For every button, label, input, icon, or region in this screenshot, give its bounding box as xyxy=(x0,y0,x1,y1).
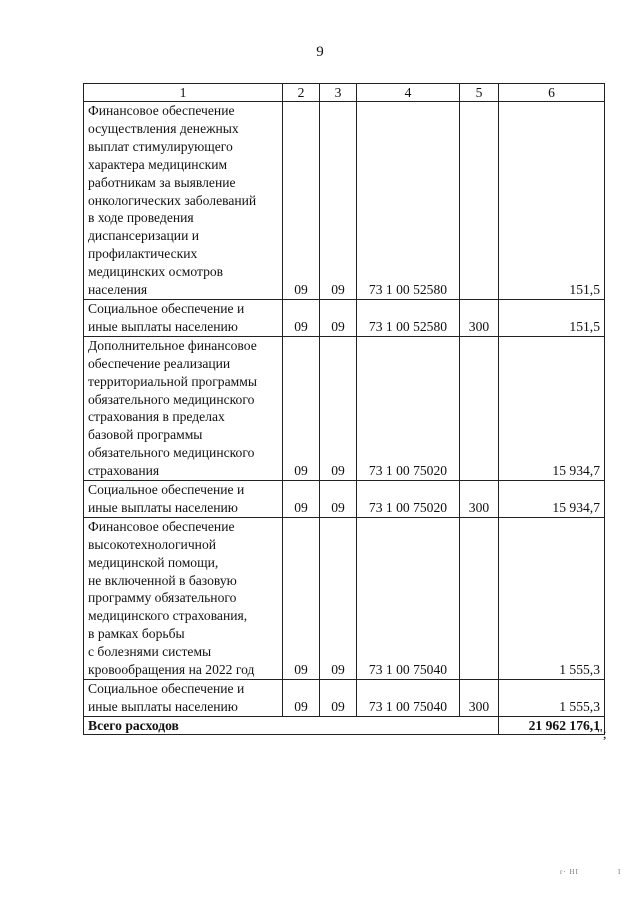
row-amount: 151,5 xyxy=(499,299,605,336)
header-col-3: 3 xyxy=(320,84,357,102)
row-amount: 15 934,7 xyxy=(499,481,605,518)
row-name-text: Финансовое обеспечение осуществления денежных выплат стимулирующего характера медицинским работникам за выявление онкологических заболеваний в ходе проведения диспансеризации и профилактических медицинских осмотров населения xyxy=(88,103,257,298)
row-expense-type: 300 xyxy=(460,680,499,717)
row-name-text: Дополнительное финансовое обеспечение реализации территориальной программы обязательного медицинского страхования в пределах базовой программы обязательного медицинского страхования xyxy=(88,337,257,479)
total-label: Всего расходов xyxy=(84,716,283,734)
row-section: 09 xyxy=(283,517,320,679)
table-row xyxy=(84,102,605,300)
row-amount: 1 555,3 xyxy=(499,680,605,717)
row-section: 09 xyxy=(283,102,320,300)
row-amount: 151,5 xyxy=(499,102,605,300)
row-expense-type xyxy=(460,102,499,300)
row-target-article: 73 1 00 52580 xyxy=(357,299,460,336)
row-name xyxy=(84,481,283,518)
row-expense-type: 300 xyxy=(460,299,499,336)
row-subsection: 09 xyxy=(320,336,357,480)
row-subsection: 09 xyxy=(320,481,357,518)
row-target-article: 73 1 00 75020 xyxy=(357,336,460,480)
row-name xyxy=(84,517,283,679)
row-section: 09 xyxy=(283,481,320,518)
row-subsection: 09 xyxy=(320,680,357,717)
table-row xyxy=(84,680,605,717)
row-expense-type: 300 xyxy=(460,481,499,518)
row-subsection: 09 xyxy=(320,517,357,679)
row-name-text: Социальное обеспечение и иные выплаты населению xyxy=(88,300,245,334)
header-col-4: 4 xyxy=(357,84,460,102)
table-row xyxy=(84,299,605,336)
table-row xyxy=(84,336,605,480)
row-target-article: 73 1 00 75020 xyxy=(357,481,460,518)
table-row xyxy=(84,481,605,518)
row-expense-type xyxy=(460,517,499,679)
table-row xyxy=(84,517,605,679)
page-number: 9 xyxy=(316,44,324,60)
row-name-text: Социальное обеспечение и иные выплаты населению xyxy=(88,482,245,515)
total-amount: 21 962 176,1 xyxy=(499,716,605,734)
row-name xyxy=(84,102,283,300)
row-amount: 1 555,3 xyxy=(499,517,605,679)
row-section: 09 xyxy=(283,336,320,480)
row-name-text: Финансовое обеспечение высокотехнологичной медицинской помощи, не включенной в базовую программу обязательного медицинского страхования, в рамках борьбы с болезнями системы кровообращения на 2022 год xyxy=(88,518,255,678)
row-target-article: 73 1 00 75040 xyxy=(357,517,460,679)
total-spacer xyxy=(283,716,499,734)
header-col-1: 1 xyxy=(84,84,283,102)
header-col-2: 2 xyxy=(283,84,320,102)
row-name xyxy=(84,680,283,717)
row-subsection: 09 xyxy=(320,299,357,336)
row-amount: 15 934,7 xyxy=(499,336,605,480)
footer-scan-mark-right: I xyxy=(618,868,621,876)
table-header-row xyxy=(84,84,605,102)
footer-scan-marks: r· HI xyxy=(560,868,579,876)
row-section: 09 xyxy=(283,680,320,717)
header-col-5: 5 xyxy=(460,84,499,102)
row-name-text: Социальное обеспечение и иные выплаты населению xyxy=(88,681,245,714)
row-subsection: 09 xyxy=(320,102,357,300)
closing-quote-mark: "; xyxy=(597,727,607,742)
row-name xyxy=(84,336,283,480)
header-col-6: 6 xyxy=(499,84,605,102)
row-section: 09 xyxy=(283,299,320,336)
row-target-article: 73 1 00 52580 xyxy=(357,102,460,300)
row-name xyxy=(84,299,283,336)
row-expense-type xyxy=(460,336,499,480)
budget-table xyxy=(83,83,605,735)
total-row xyxy=(84,716,605,734)
row-target-article: 73 1 00 75040 xyxy=(357,680,460,717)
